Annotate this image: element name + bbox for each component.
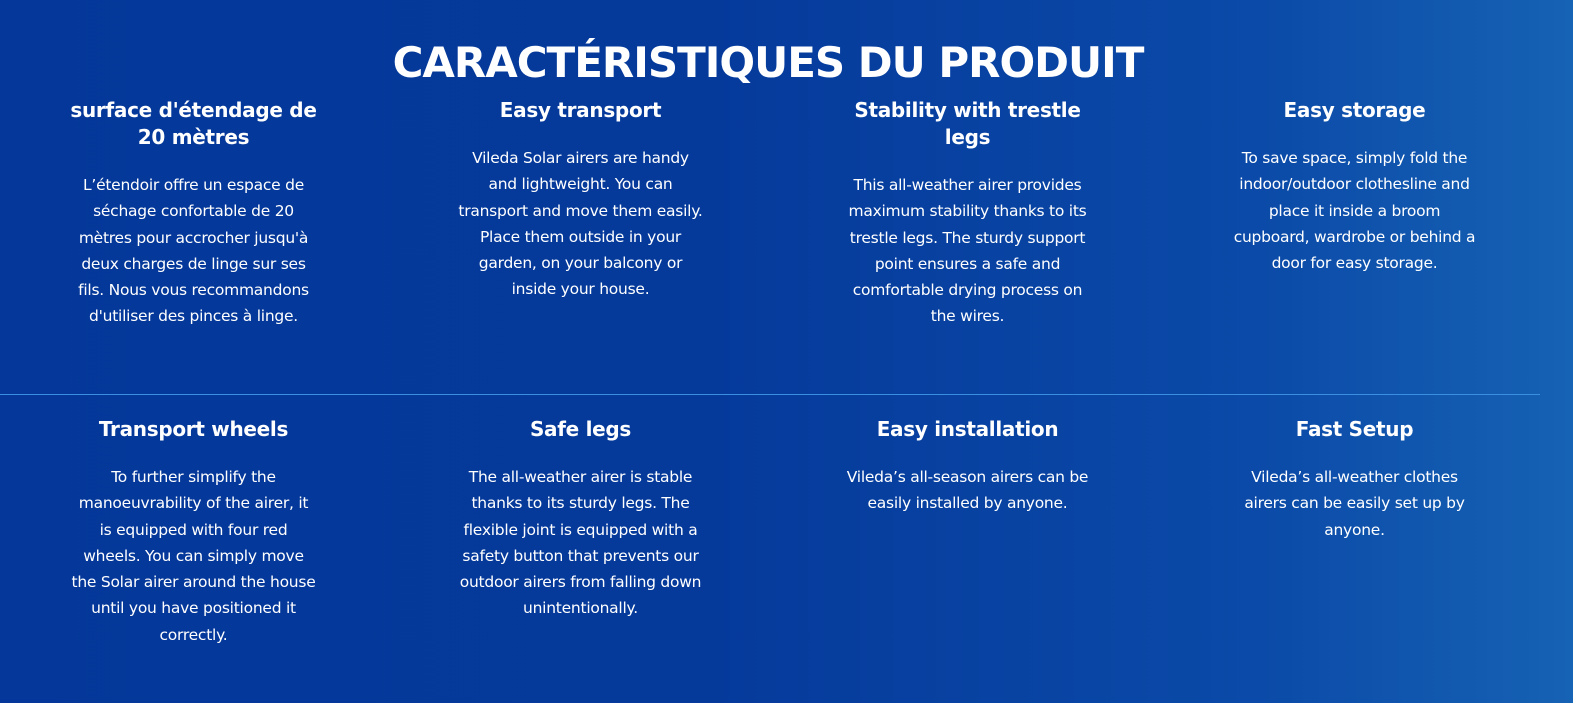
feature-description: The all-weather airer is stable thanks to its sturdy legs. The flexible joint is equipped with a safety button that prevents our outdoor airers from falling down unintentionally.	[459, 468, 702, 618]
feature-title: Easy transport	[499, 98, 662, 122]
feature-description: This all-weather airer provides maximum stability thanks to its trestle legs. The sturdy support point ensures a safe and comfortable drying process on the wires.	[848, 176, 1087, 326]
feature-easy-transport	[387, 97, 774, 330]
feature-easy-installation	[774, 416, 1161, 648]
feature-easy-storage	[1161, 97, 1548, 330]
feature-transport-wheels	[0, 416, 387, 648]
feature-title: Easy installation	[876, 417, 1059, 441]
feature-title: Easy storage	[1283, 98, 1426, 122]
feature-title: Transport wheels	[98, 417, 289, 441]
feature-drying-surface	[0, 97, 387, 330]
feature-description: To further simplify the manoeuvrability of the airer, it is equipped with four red wheels. You can simply move the Solar airer around the house until you have positioned it correctly.	[71, 468, 316, 644]
feature-title: Safe legs	[529, 417, 632, 441]
feature-title: surface d'étendage de 20 mètres	[70, 98, 317, 149]
feature-safe-legs	[387, 416, 774, 648]
feature-title: Fast Setup	[1295, 417, 1414, 441]
feature-description: Vileda Solar airers are handy and lightweight. You can transport and move them easily. Place them outside in your garden, on your balcony or inside your house.	[458, 149, 703, 299]
feature-description: To save space, simply fold the indoor/outdoor clothesline and place it inside a broom cupboard, wardrobe or behind a door for easy storage.	[1233, 149, 1476, 273]
feature-title: Stability with trestle legs	[854, 98, 1081, 149]
feature-description: L’étendoir offre un espace de séchage confortable de 20 mètres pour accrocher jusqu'à deux charges de linge sur ses fils. Nous vous recommandons d'utiliser des pinces à linge.	[78, 176, 309, 326]
row-divider	[0, 394, 1540, 395]
features-row-bottom	[0, 416, 1540, 648]
features-row-top	[0, 97, 1540, 330]
feature-fast-setup	[1161, 416, 1548, 648]
feature-stability	[774, 97, 1161, 330]
page-title: CARACTÉRISTIQUES DU PRODUIT	[392, 38, 1144, 87]
feature-description: Vileda’s all-season airers can be easily installed by anyone.	[846, 468, 1089, 513]
feature-description: Vileda’s all-weather clothes airers can be easily set up by anyone.	[1244, 468, 1465, 539]
